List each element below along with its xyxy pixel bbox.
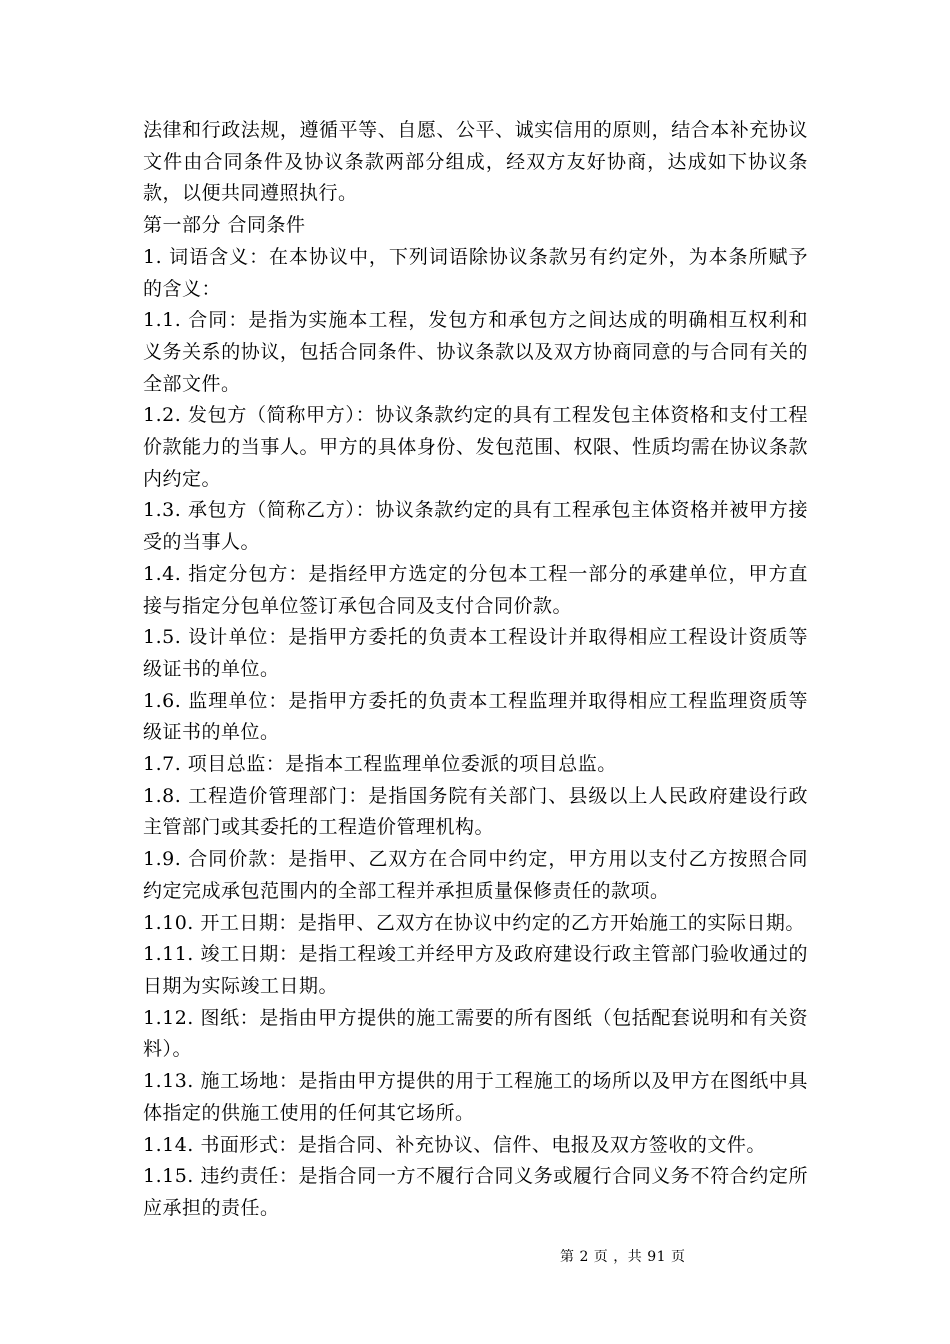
paragraph: 1.8. 工程造价管理部门：是指国务院有关部门、县级以上人民政府建设行政主管部门或其委托的工程造价管理机构。 <box>143 784 808 839</box>
paragraph: 1.14. 书面形式：是指合同、补充协议、信件、电报及双方签收的文件。 <box>143 1133 766 1156</box>
paragraph: 1.5. 设计单位：是指甲方委托的负责本工程设计并取得相应工程设计资质等级证书的单位。 <box>143 626 808 680</box>
paragraph: 1.9. 合同价款：是指甲、乙双方在合同中约定，甲方用以支付乙方按照合同约定完成承包范围内的全部工程并承担质量保修责任的款项。 <box>143 848 808 902</box>
paragraph: 法律和行政法规，遵循平等、自愿、公平、诚实信用的原则，结合本补充协议文件由合同条件及协议条款两部分组成，经双方友好协商，达成如下协议条款，以便共同遵照执行。 <box>143 119 808 205</box>
paragraph: 1. 词语含义：在本协议中，下列词语除协议条款另有约定外，为本条所赋予的含义： <box>143 245 808 300</box>
paragraph: 1.10. 开工日期：是指甲、乙双方在协议中约定的乙方开始施工的实际日期。 <box>143 911 805 934</box>
page-number-footer: 第 2 页 ，共 91 页 <box>560 1249 686 1265</box>
paragraph: 1.1. 合同：是指为实施本工程，发包方和承包方之间达成的明确相互权利和义务关系的协议，包括合同条件、协议条款以及双方协商同意的与合同有关的全部文件。 <box>143 309 808 395</box>
paragraph: 1.2. 发包方（简称甲方）：协议条款约定的具有工程发包主体资格和支付工程价款能力的当事人。甲方的具体身份、发包范围、权限、性质均需在协议条款内约定。 <box>143 404 808 490</box>
paragraph: 1.15. 违约责任：是指合同一方不履行合同义务或履行合同义务不符合约定所应承担的责任。 <box>143 1165 808 1219</box>
document-body <box>143 115 808 1225</box>
paragraph: 1.12. 图纸：是指由甲方提供的施工需要的所有图纸（包括配套说明和有关资料）。 <box>143 1006 808 1061</box>
paragraph: 1.11. 竣工日期：是指工程竣工并经甲方及政府建设行政主管部门验收通过的日期为实际竣工日期。 <box>143 943 808 997</box>
paragraph: 1.3. 承包方（简称乙方）：协议条款约定的具有工程承包主体资格并被甲方接受的当事人。 <box>143 499 808 554</box>
paragraph: 1.6. 监理单位：是指甲方委托的负责本工程监理并取得相应工程监理资质等级证书的单位。 <box>143 689 808 744</box>
paragraph: 1.4. 指定分包方：是指经甲方选定的分包本工程一部分的承建单位，甲方直接与指定分包单位签订承包合同及支付合同价款。 <box>143 562 808 617</box>
section-heading: 第一部分 合同条件 <box>143 214 306 237</box>
paragraph: 1.7. 项目总监：是指本工程监理单位委派的项目总监。 <box>143 753 617 776</box>
paragraph: 1.13. 施工场地：是指由甲方提供的用于工程施工的场所以及甲方在图纸中具体指定的供施工使用的任何其它场所。 <box>143 1070 808 1124</box>
